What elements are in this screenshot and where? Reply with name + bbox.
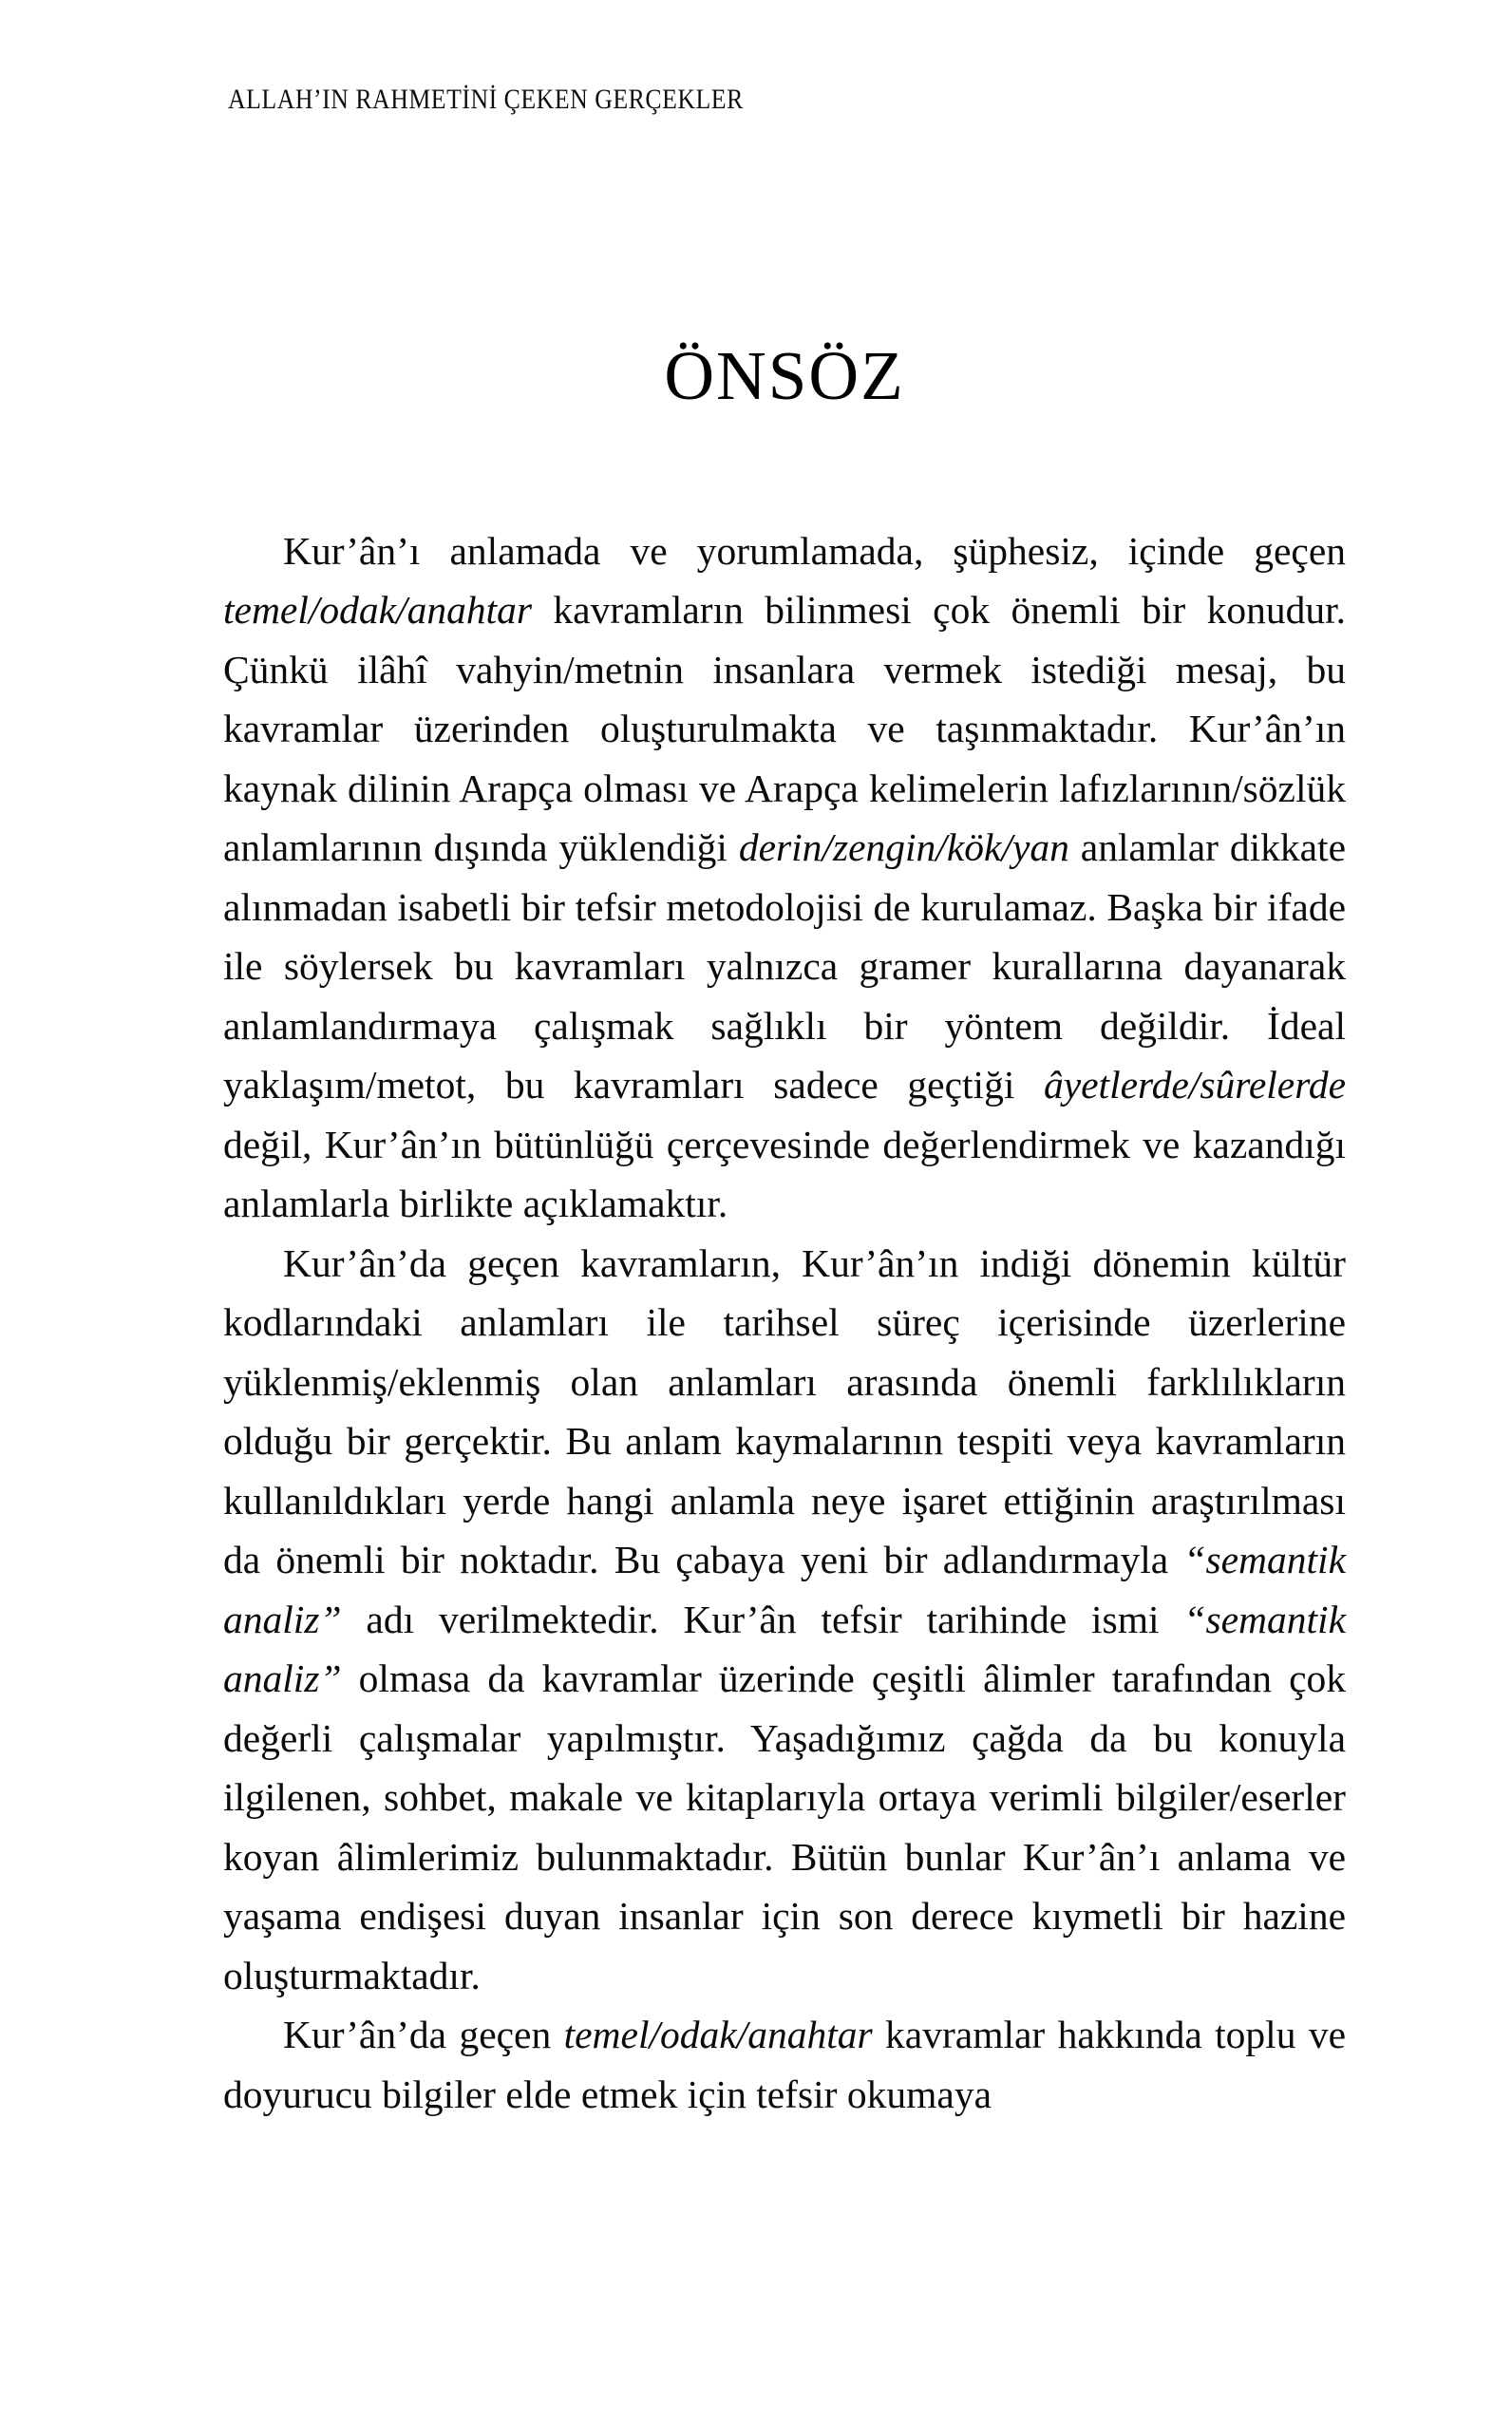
paragraph-3 [223, 2005, 1346, 2124]
page-content [223, 337, 1346, 2124]
body-text-run: Kur’ân’da geçen [283, 2013, 564, 2057]
body-text-run: Kur’ân’ı anlamada ve yorumlamada, şüphesiz, içinde geçen [283, 528, 1346, 573]
body-text-run: adı verilmektedir. Kur’ân tefsir tarihinde ismi [341, 1597, 1184, 1641]
body-text-run: kavramların bilinmesi çok önemli bir konudur. Çünkü ilâhî vahyin/metnin insanlara vermek istediği mesaj, bu kavramlar üzerinden oluşturulmakta ve taşınmaktadır. Kur’ân’ın kaynak dilinin Arapça olması ve Arapça kelimelerin lafızlarının/sözlük anlamlarının dışında yüklendiği [223, 588, 1346, 870]
emphasis-text: “semantik analiz” [223, 1538, 1346, 1641]
emphasis-text: derin/zengin/kök/yan [738, 825, 1069, 870]
emphasis-text: temel/odak/anahtar [563, 2013, 873, 2057]
body-text-run: Kur’ân’da geçen kavramların, Kur’ân’ın indiği dönemin kültür kodlarındaki anlamları ile tarihsel süreç içerisinde üzerlerine yüklenmiş/eklenmiş olan anlamları arasında önemli farklılıkların olduğu bir gerçektir. Bu anlam kaymalarının tespiti veya kavramların kullanıldıkları yerde hangi anlamla neye işaret ettiğinin araştırılması da önemli bir noktadır. Bu çabaya yeni bir adlandırmayla [223, 1240, 1346, 1582]
emphasis-text: temel/odak/anahtar [223, 588, 533, 633]
body-text-run: olmasa da kavramlar üzerinde çeşitli âlimler tarafından çok değerli çalışmalar yapılmıştır. Yaşadığımız çağda da bu konuyla ilgilenen, sohbet, makale ve kitaplarıyla ortaya verimli bilgiler/eserler koyan âlimlerimiz bulunmaktadır. Bütün bunlar Kur’ân’ı anlama ve yaşama endişesi duyan insanlar için son derece kıymetli bir hazine oluşturmaktadır. [223, 1656, 1346, 1997]
paragraph-2 [223, 1234, 1346, 2006]
body-text-run: değil, Kur’ân’ın bütünlüğü çerçevesinde değerlendirmek ve kazandığı anlamlarla birlikte açıklamaktır. [223, 1122, 1346, 1226]
body-text-run: kavramlar hakkında toplu ve doyurucu bilgiler elde etmek için tefsir okumaya [223, 2013, 1347, 2116]
body-text-run: anlamlar dikkate alınmadan isabetli bir tefsir metodolojisi de kurulamaz. Başka bir ifade ile söylersek bu kavramları yalnızca gramer kurallarına dayanarak anlamlandırmaya çalışmak sağlıklı bir yöntem değildir. İdeal yaklaşım/metot, bu kavramları sadece geçtiği [223, 825, 1346, 1107]
emphasis-text: âyetlerde/sûrelerde [1043, 1063, 1346, 1107]
emphasis-text: “semantik analiz” [223, 1597, 1346, 1701]
running-header: ALLAH’IN RAHMETİNİ ÇEKEN GERÇEKLER [228, 84, 744, 115]
page-title: ÖNSÖZ [664, 337, 905, 414]
paragraph-1 [223, 521, 1346, 1234]
